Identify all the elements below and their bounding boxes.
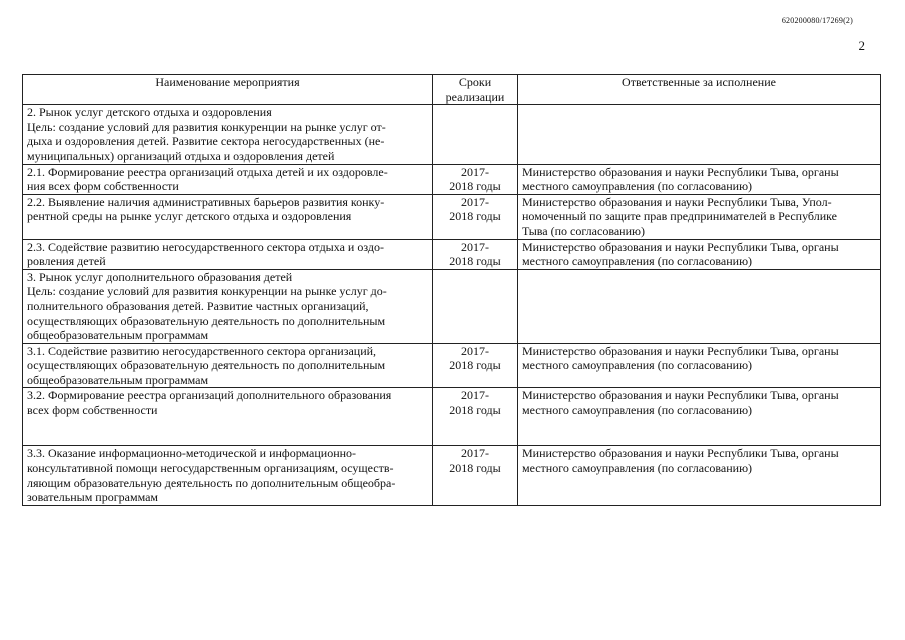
measure-name-cell bbox=[23, 239, 433, 269]
column-header-name: Наименование мероприятия bbox=[23, 75, 433, 105]
section-text bbox=[23, 269, 433, 343]
period-line: 2017- bbox=[461, 164, 489, 179]
document-code: 620200080/17269(2) bbox=[781, 16, 853, 25]
section-line: общеобразовательным программам bbox=[27, 328, 209, 343]
responsible-cell bbox=[518, 194, 881, 239]
period-line: 2017- bbox=[461, 239, 489, 254]
responsible-line: местного самоуправления (по согласованию) bbox=[522, 179, 753, 194]
section-line: Цель: создание условий для развития конкуренции на рынке услуг до- bbox=[27, 284, 387, 299]
responsible-line: Министерство образования и науки Республики Тыва, органы bbox=[522, 388, 839, 403]
responsible-line: Министерство образования и науки Республики Тыва, органы bbox=[522, 343, 839, 358]
measure-name-cell bbox=[23, 446, 433, 505]
measure-name-line: 2.2. Выявление наличия административных барьеров развития конку- bbox=[27, 194, 385, 209]
responsible-cell bbox=[518, 388, 881, 446]
section-line: муниципальных) организаций отдыха и оздоровления детей bbox=[27, 148, 335, 163]
measure-name-line: 3.2. Формирование реестра организаций дополнительного образования bbox=[27, 388, 392, 403]
responsible-line: Тыва (по согласованию) bbox=[522, 223, 645, 238]
responsible-line: Министерство образования и науки Республики Тыва, органы bbox=[522, 446, 839, 461]
period-line: 2018 годы bbox=[449, 403, 501, 418]
period-line: 2017- bbox=[461, 194, 489, 209]
period-line: 2017- bbox=[461, 446, 489, 461]
table-row bbox=[23, 446, 881, 505]
column-header-period: Сроки реализации bbox=[433, 75, 518, 105]
responsible-line: Министерство образования и науки Республики Тыва, органы bbox=[522, 239, 839, 254]
section-line: осуществляющих образовательную деятельность по дополнительным bbox=[27, 313, 386, 328]
section-row-2 bbox=[23, 105, 881, 164]
table-row bbox=[23, 343, 881, 388]
responsible-line: номоченный по защите прав предпринимателей в Республике bbox=[522, 209, 837, 224]
table-row bbox=[23, 239, 881, 269]
period-cell bbox=[433, 343, 518, 388]
measure-name-line: рентной среды на рынке услуг детского отдыха и оздоровления bbox=[27, 209, 352, 224]
section-row-3 bbox=[23, 269, 881, 343]
measure-name-line: 3.1. Содействие развитию негосударственного сектора организаций, bbox=[27, 343, 377, 358]
empty-cell bbox=[518, 105, 881, 164]
responsible-cell bbox=[518, 164, 881, 194]
measure-name-line: ния всех форм собственности bbox=[27, 179, 179, 194]
measure-name-line: ровления детей bbox=[27, 254, 106, 269]
responsible-cell bbox=[518, 239, 881, 269]
page-number: 2 bbox=[858, 38, 865, 53]
empty-cell bbox=[433, 105, 518, 164]
responsible-line: местного самоуправления (по согласованию) bbox=[522, 403, 753, 418]
measure-name-line: 2.3. Содействие развитию негосударственного сектора отдыха и оздо- bbox=[27, 239, 384, 254]
measure-name-cell bbox=[23, 388, 433, 446]
period-cell bbox=[433, 388, 518, 446]
table-row bbox=[23, 388, 881, 446]
measure-name-line: 3.3. Оказание информационно-методической и информационно- bbox=[27, 446, 357, 461]
period-line: 2018 годы bbox=[449, 461, 501, 476]
section-text bbox=[23, 105, 433, 164]
responsible-cell bbox=[518, 446, 881, 505]
responsible-line: местного самоуправления (по согласованию) bbox=[522, 461, 753, 476]
responsible-line: местного самоуправления (по согласованию) bbox=[522, 254, 753, 269]
measure-name-line: всех форм собственности bbox=[27, 403, 158, 418]
period-cell bbox=[433, 446, 518, 505]
section-line: 2. Рынок услуг детского отдыха и оздоровления bbox=[27, 105, 272, 120]
measure-name-line: ляющим образовательную деятельность по дополнительным общеобра- bbox=[27, 475, 396, 490]
empty-cell bbox=[433, 269, 518, 343]
section-line: Цель: создание условий для развития конкуренции на рынке услуг от- bbox=[27, 119, 386, 134]
table-row bbox=[23, 164, 881, 194]
responsible-cell bbox=[518, 343, 881, 388]
responsible-line: Министерство образования и науки Республики Тыва, органы bbox=[522, 164, 839, 179]
measure-name-cell bbox=[23, 194, 433, 239]
section-line: полнительного образования детей. Развитие частных организаций, bbox=[27, 298, 369, 313]
responsible-line: местного самоуправления (по согласованию) bbox=[522, 358, 753, 373]
period-line: 2018 годы bbox=[449, 179, 501, 194]
table-row bbox=[23, 194, 881, 239]
measure-name-line: зовательным программам bbox=[27, 490, 158, 505]
period-line: 2017- bbox=[461, 388, 489, 403]
empty-cell bbox=[518, 269, 881, 343]
period-line: 2017- bbox=[461, 343, 489, 358]
period-cell bbox=[433, 164, 518, 194]
responsible-line: Министерство образования и науки Республики Тыва, Упол- bbox=[522, 194, 832, 209]
period-cell bbox=[433, 194, 518, 239]
measure-name-cell bbox=[23, 343, 433, 388]
period-line: 2018 годы bbox=[449, 358, 501, 373]
section-line: дыха и оздоровления детей. Развитие сектора негосударственных (не- bbox=[27, 134, 385, 149]
period-line: 2018 годы bbox=[449, 254, 501, 269]
measures-table bbox=[22, 74, 881, 506]
period-line: 2018 годы bbox=[449, 209, 501, 224]
column-header-responsible: Ответственные за исполнение bbox=[518, 75, 881, 105]
measure-name-line: осуществляющих образовательную деятельность по дополнительным bbox=[27, 358, 386, 373]
measure-name-line: консультативной помощи негосударственным организациям, осуществ- bbox=[27, 461, 394, 476]
measure-name-line: 2.1. Формирование реестра организаций отдыха детей и их оздоровле- bbox=[27, 164, 388, 179]
measure-name-line: общеобразовательным программам bbox=[27, 372, 209, 387]
section-line: 3. Рынок услуг дополнительного образования детей bbox=[27, 269, 293, 284]
table-header-row bbox=[23, 75, 881, 105]
period-cell bbox=[433, 239, 518, 269]
measure-name-cell bbox=[23, 164, 433, 194]
